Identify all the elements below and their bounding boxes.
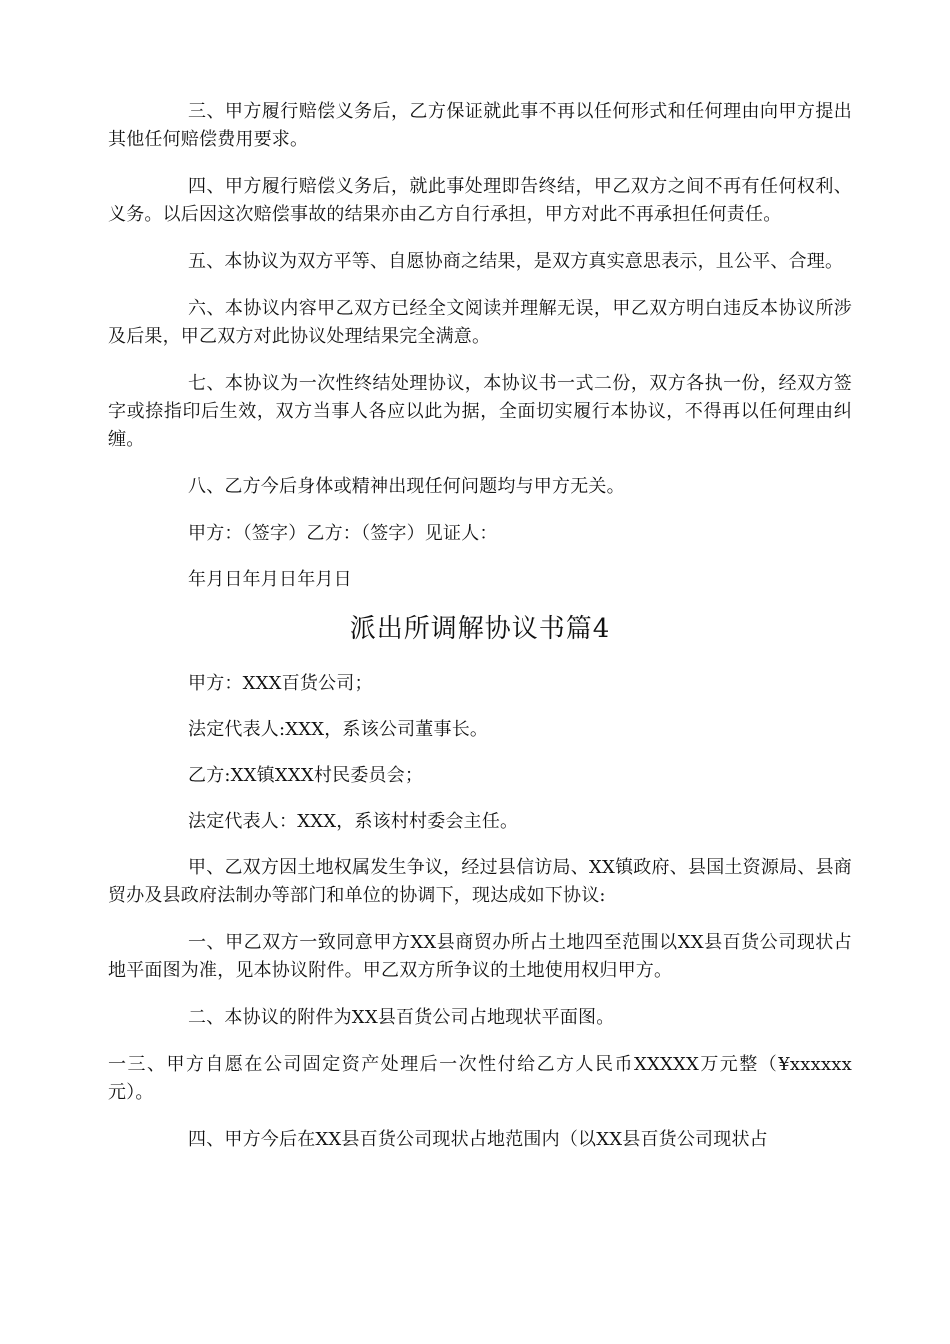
article-3: 一三、甲方自愿在公司固定资产处理后一次性付给乙方人民币XXXXX万元整（¥xxxxxx元）。 — [108, 1054, 852, 1103]
party-a: 甲方：XXX百货公司； — [188, 673, 373, 694]
clause-7: 七、本协议为一次性终结处理协议，本协议书一式二份，双方各执一份，经双方签字或捺指印后生效，双方当事人各应以此为据，全面切实履行本协议，不得再以任何理由纠缠。 — [108, 373, 852, 450]
article-2: 二、本协议的附件为XX县百货公司占地现状平面图。 — [188, 1007, 615, 1028]
section-title: 派出所调解协议书篇4 — [349, 614, 611, 644]
document-page — [108, 98, 852, 1173]
clause-8: 八、乙方今后身体或精神出现任何问题均与甲方无关。 — [188, 476, 625, 497]
article-4: 四、甲方今后在XX县百货公司现状占地范围内（以XX县百货公司现状占 — [188, 1129, 768, 1150]
signature-line: 甲方：（签字）乙方：（签字）见证人： — [188, 523, 498, 544]
party-b: 乙方:XX镇XXX村民委员会； — [188, 765, 424, 786]
article-1: 一、甲乙双方一致同意甲方XX县商贸办所占土地四至范围以XX县百货公司现状占地平面图为准，见本协议附件。甲乙双方所争议的土地使用权归甲方。 — [108, 932, 852, 981]
clause-6: 六、本协议内容甲乙双方已经全文阅读并理解无误，甲乙双方明白违反本协议所涉及后果，甲乙双方对此协议处理结果完全满意。 — [108, 298, 852, 347]
clause-4: 四、甲方履行赔偿义务后，就此事处理即告终结，甲乙双方之间不再有任何权利、义务。以后因这次赔偿事故的结果亦由乙方自行承担，甲方对此不再承担任何责任。 — [108, 176, 852, 225]
party-a-representative: 法定代表人:XXX，系该公司董事长。 — [188, 719, 489, 740]
clause-3: 三、甲方履行赔偿义务后，乙方保证就此事不再以任何形式和任何理由向甲方提出其他任何赔偿费用要求。 — [108, 101, 852, 150]
date-line: 年月日年月日年月日 — [188, 569, 352, 590]
party-b-representative: 法定代表人：XXX，系该村村委会主任。 — [188, 811, 519, 832]
clause-5: 五、本协议为双方平等、自愿协商之结果，是双方真实意思表示，且公平、合理。 — [188, 251, 844, 272]
preamble: 甲、乙双方因土地权属发生争议，经过县信访局、XX镇政府、县国土资源局、县商贸办及县政府法制办等部门和单位的协调下，现达成如下协议: — [108, 857, 852, 906]
